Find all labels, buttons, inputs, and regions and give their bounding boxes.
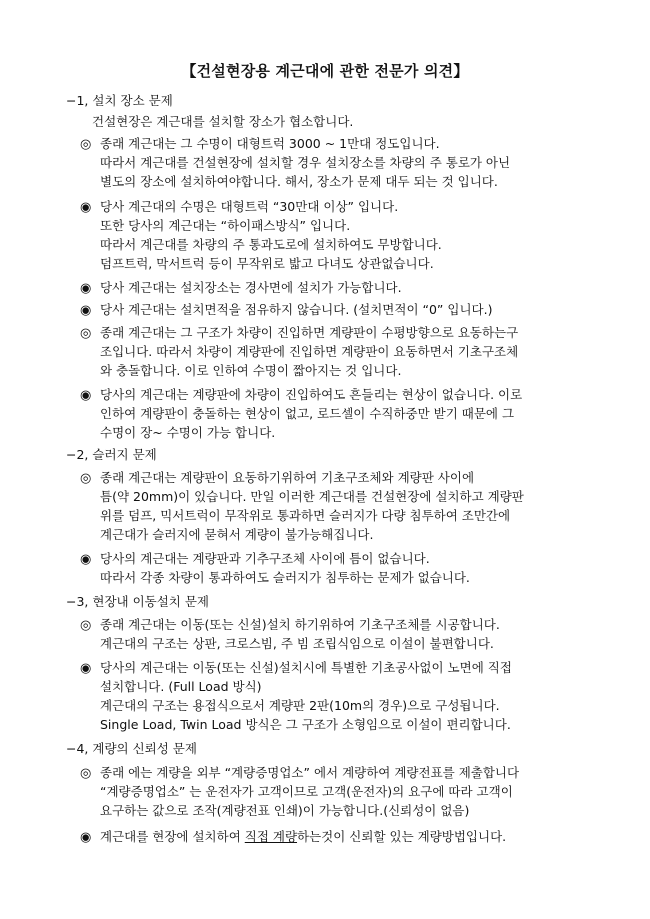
paragraph-line: 요구하는 값으로 조작(계량전표 인쇄)이 가능합니다.(신뢰성이 없음): [100, 803, 470, 818]
paragraph-line: 종래 계근대는 그 구조가 차량이 진입하면 계량판이 수평방향으로 요동하는구: [100, 325, 519, 340]
paragraph-item: [80, 660, 512, 677]
section-1-intro: 건설현장은 계근대를 설치할 장소가 협소합니다.: [92, 114, 354, 129]
filled-circle-bullet-icon: ◉: [80, 281, 92, 296]
filled-circle-bullet-icon: ◉: [80, 303, 92, 318]
paragraph-line: 당사의 계근대는 이동(또는 신설)설치시에 특별한 기초공사없이 노면에 직접: [100, 660, 512, 675]
open-circle-bullet-icon: ◎: [80, 471, 92, 486]
paragraph-item: [80, 765, 519, 782]
underlined-text: 직접 계량: [244, 829, 298, 844]
open-circle-bullet-icon: ◎: [80, 326, 92, 341]
paragraph-line: 틈(약 20mm)이 있습니다. 만일 이러한 계근대를 건설현장에 설치하고 계량판: [100, 489, 524, 504]
paragraph-line: Single Load, Twin Load 방식은 그 구조가 소형임으로 이설이 편리합니다.: [100, 717, 511, 732]
paragraph-item: [80, 829, 506, 846]
section-heading-1: −1, 설치 장소 문제: [66, 93, 173, 108]
paragraph-line-post: 하는것이 신뢰할 있는 계량방법입니다.: [297, 829, 507, 844]
filled-circle-bullet-icon: ◉: [80, 552, 92, 567]
paragraph-line: 당사 계근대는 설치면적을 점유하지 않습니다. (설치면적이 “0” 입니다.): [100, 302, 493, 317]
open-circle-bullet-icon: ◎: [80, 766, 92, 781]
paragraph-line: 당사 계근대는 설치장소는 경사면에 설치가 가능합니다.: [100, 280, 402, 295]
paragraph-item: [80, 387, 522, 404]
paragraph-line: 종래 에는 계량을 외부 “계량증명업소” 에서 계량하여 계량전표를 제출합니다: [100, 765, 520, 780]
paragraph-line: 따라서 각종 차량이 통과하여도 슬러지가 침투하는 문제가 없습니다.: [100, 570, 470, 585]
paragraph-line: 종래 계근대는 그 수명이 대형트럭 3000 ~ 1만대 정도입니다.: [100, 136, 440, 151]
paragraph-line: 종래 계근대는 이동(또는 신설)설치 하기위하여 기초구조체를 시공합니다.: [100, 617, 500, 632]
filled-circle-bullet-icon: ◉: [80, 830, 92, 845]
paragraph-line: 조입니다. 따라서 차량이 계량판에 진입하면 계량판이 요동하면서 기초구조체: [100, 344, 519, 359]
document-title: 【건설현장용 계근대에 관한 전문가 의견】: [181, 62, 469, 80]
section-heading-2: −2, 슬러지 문제: [66, 447, 157, 462]
paragraph-item: [80, 302, 492, 319]
paragraph-line: 덤프트럭, 막서트럭 등이 무작위로 밟고 다녀도 상관없습니다.: [100, 256, 434, 271]
paragraph-line: 계근대의 구조는 용접식으로서 계량판 2판(10m의 경우)으로 구성됩니다.: [100, 698, 500, 713]
paragraph-line-pre: 계근대를 현장에 설치하여: [100, 829, 245, 844]
paragraph-line: 당사의 계근대는 계량판과 기추구조체 사이에 틈이 없습니다.: [100, 551, 430, 566]
section-heading-4: −4, 계량의 신뢰성 문제: [66, 741, 197, 756]
paragraph-line: 설치합니다. (Full Load 방식): [100, 679, 262, 694]
open-circle-bullet-icon: ◎: [80, 618, 92, 633]
paragraph-item: [80, 617, 500, 634]
paragraph-line: 계근대의 구조는 상판, 크로스빔, 주 빔 조립식임으로 이설이 불편합니다.: [100, 636, 494, 651]
paragraph-item: [80, 199, 398, 216]
paragraph-item: [80, 325, 518, 342]
filled-circle-bullet-icon: ◉: [80, 388, 92, 403]
paragraph-line: 위를 덤프, 믹서트럭이 무작위로 통과하면 슬러지가 다량 침투하여 조만간에: [100, 508, 511, 523]
paragraph-line: 수명이 장~ 수명이 가능 합니다.: [100, 425, 276, 440]
filled-circle-bullet-icon: ◉: [80, 661, 92, 676]
filled-circle-bullet-icon: ◉: [80, 200, 92, 215]
paragraph-line: 또한 당사의 계근대는 “하이패스방식” 입니다.: [100, 218, 351, 233]
paragraph-item: [80, 551, 430, 568]
paragraph-line: 와 충돌합니다. 이로 인하여 수명이 짧아지는 것 입니다.: [100, 363, 402, 378]
paragraph-item: [80, 136, 440, 153]
paragraph-line: 따라서 계근대를 차량의 주 통과도로에 설치하여도 무방합니다.: [100, 237, 442, 252]
open-circle-bullet-icon: ◎: [80, 137, 92, 152]
paragraph-line: 계근대가 슬러지에 묻혀서 계량이 불가능해집니다.: [100, 527, 374, 542]
paragraph-line: 당사 계근대의 수명은 대형트럭 “30만대 이상” 입니다.: [100, 199, 399, 214]
paragraph-item: [80, 280, 402, 297]
paragraph-item: [80, 470, 474, 487]
paragraph-line: 인하여 계량판이 충돌하는 현상이 없고, 로드셀이 수직하중만 받기 때문에 그: [100, 406, 515, 421]
paragraph-line: 별도의 장소에 설치하여야합니다. 해서, 장소가 문제 대두 되는 것 입니다.: [100, 174, 498, 189]
paragraph-line: 따라서 계근대를 건설현장에 설치할 경우 설치장소를 차량의 주 통로가 아닌: [100, 155, 511, 170]
paragraph-line: 당사의 계근대는 계량판에 차량이 진입하여도 흔들리는 현상이 없습니다. 이로: [100, 387, 523, 402]
paragraph-line: “계량증명업소” 는 운전자가 고객이므로 고객(운전자)의 요구에 따라 고객이: [100, 784, 513, 799]
paragraph-line: 종래 계근대는 계량판이 요동하기위하여 기초구조체와 계량판 사이에: [100, 470, 475, 485]
section-heading-3: −3, 현장내 이동설치 문제: [66, 594, 209, 609]
